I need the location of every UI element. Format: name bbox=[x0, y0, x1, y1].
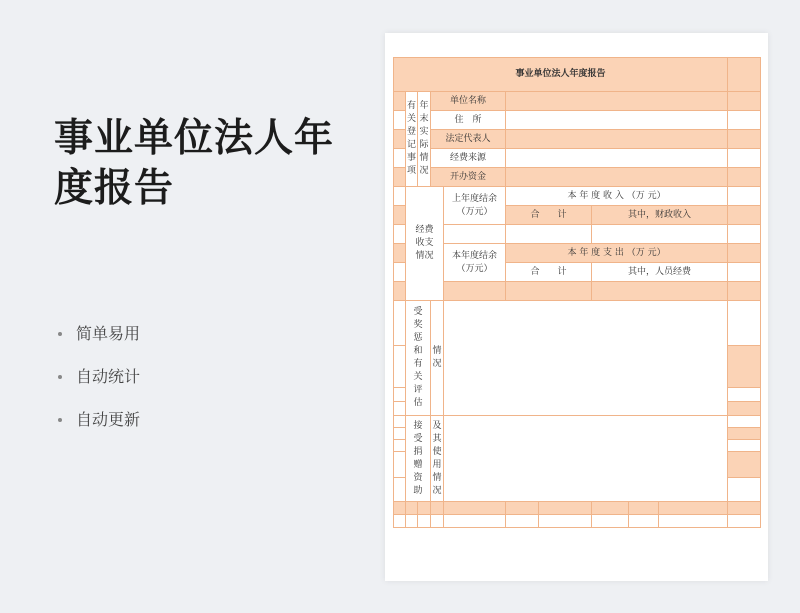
awards-value-area[interactable] bbox=[444, 301, 728, 416]
bullet-icon bbox=[58, 375, 62, 379]
feature-item: 简单易用 bbox=[58, 312, 140, 355]
field-label-legal-rep: 法定代表人 bbox=[431, 130, 506, 149]
form-title: 事业单位法人年度报告 bbox=[394, 58, 728, 92]
prev-balance-label: 上年度结余（万元） bbox=[444, 187, 506, 225]
income-header: 本 年 度 收 入 （万 元） bbox=[506, 187, 728, 206]
expense-staff-label: 其中，人员经费 bbox=[592, 263, 728, 282]
prev-balance-value[interactable] bbox=[444, 225, 506, 244]
funds-section-label: 经费收支情况 bbox=[406, 187, 444, 301]
feature-item: 自动更新 bbox=[58, 398, 140, 441]
donations-section-label: 接受捐赠资助 bbox=[406, 416, 431, 502]
feature-item: 自动统计 bbox=[58, 355, 140, 398]
bullet-icon bbox=[58, 332, 62, 336]
registration-section-sublabel: 年末实际情况 bbox=[418, 92, 431, 187]
income-total-label: 合 计 bbox=[506, 206, 592, 225]
field-label-unit-name: 单位名称 bbox=[431, 92, 506, 111]
report-form-table bbox=[393, 57, 761, 528]
field-value-funding-source[interactable] bbox=[506, 149, 728, 168]
field-value-unit-name[interactable] bbox=[506, 92, 728, 111]
document-preview bbox=[385, 33, 768, 581]
expense-header: 本 年 度 支 出 （万 元） bbox=[506, 244, 728, 263]
feature-list bbox=[58, 312, 140, 441]
donations-value-area[interactable] bbox=[444, 416, 728, 502]
registration-section-label: 有关登记事项 bbox=[406, 92, 418, 187]
income-fiscal-value[interactable] bbox=[592, 225, 728, 244]
awards-section-sublabel: 情 况 bbox=[431, 301, 444, 416]
income-fiscal-label: 其中，财政收入 bbox=[592, 206, 728, 225]
curr-balance-label: 本年度结余（万元） bbox=[444, 244, 506, 282]
field-value-capital[interactable] bbox=[506, 168, 728, 187]
field-label-capital: 开办资金 bbox=[431, 168, 506, 187]
curr-balance-value[interactable] bbox=[444, 282, 506, 301]
page-title: 事业单位法人年度报告 bbox=[54, 116, 335, 211]
expense-staff-value[interactable] bbox=[592, 282, 728, 301]
donations-section-sublabel: 及其使用情况 bbox=[431, 416, 444, 502]
expense-total-label: 合 计 bbox=[506, 263, 592, 282]
field-label-address: 住 所 bbox=[431, 111, 506, 130]
bullet-icon bbox=[58, 418, 62, 422]
field-label-funding-source: 经费来源 bbox=[431, 149, 506, 168]
awards-section-label: 受奖惩和有关评估 bbox=[406, 301, 431, 416]
expense-total-value[interactable] bbox=[506, 282, 592, 301]
field-value-address[interactable] bbox=[506, 111, 728, 130]
income-total-value[interactable] bbox=[506, 225, 592, 244]
field-value-legal-rep[interactable] bbox=[506, 130, 728, 149]
